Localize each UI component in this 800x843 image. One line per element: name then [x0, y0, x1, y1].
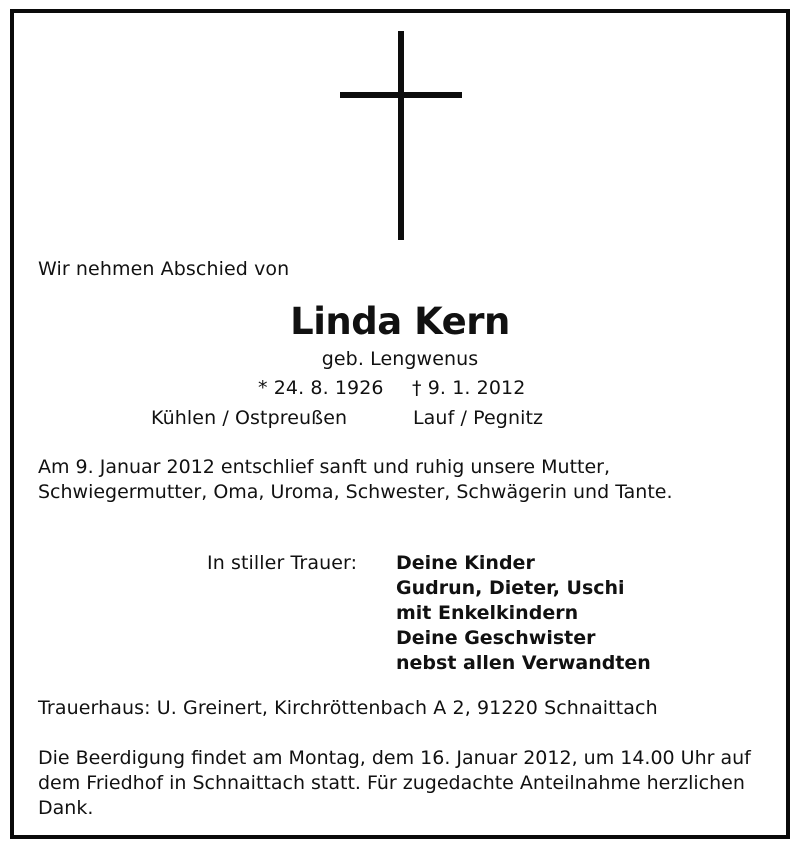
- maiden-name: geb. Lengwenus: [321, 348, 479, 370]
- intro-text: Wir nehmen Abschied von: [38, 258, 290, 280]
- mourners-list: [396, 551, 651, 676]
- mourner-line: nebst allen Verwandten: [396, 652, 651, 674]
- mourner-line: Deine Geschwister: [396, 627, 596, 649]
- death-place: Lauf / Pegnitz: [413, 407, 544, 429]
- cross-vertical-beam: [398, 31, 404, 240]
- birth-date: * 24. 8. 1926: [258, 377, 384, 399]
- mourner-line: Deine Kinder: [396, 552, 535, 574]
- funeral-text: Die Beerdigung findet am Montag, dem 16. Januar 2012, um 14.00 Uhr auf dem Friedhof in Schnaittach statt. Für zugedachte Anteilnahme herzlichen Dank.: [38, 747, 751, 819]
- deceased-name: Linda Kern: [290, 300, 510, 343]
- mourning-label: In stiller Trauer:: [207, 552, 358, 574]
- announcement-text: Am 9. Januar 2012 entschlief sanft und ruhig unsere Mutter, Schwiegermutter, Oma, Uroma, Schwester, Schwägerin und Tante.: [38, 456, 673, 503]
- mourner-line: mit Enkelkindern: [396, 602, 579, 624]
- death-date: † 9. 1. 2012: [412, 377, 526, 399]
- birth-place: Kühlen / Ostpreußen: [151, 407, 348, 429]
- cross-icon: [0, 0, 800, 250]
- mourning-house: Trauerhaus: U. Greinert, Kirchröttenbach A 2, 91220 Schnaittach: [38, 697, 658, 719]
- mourner-line: Gudrun, Dieter, Uschi: [396, 577, 625, 599]
- cross-horizontal-beam: [340, 92, 462, 98]
